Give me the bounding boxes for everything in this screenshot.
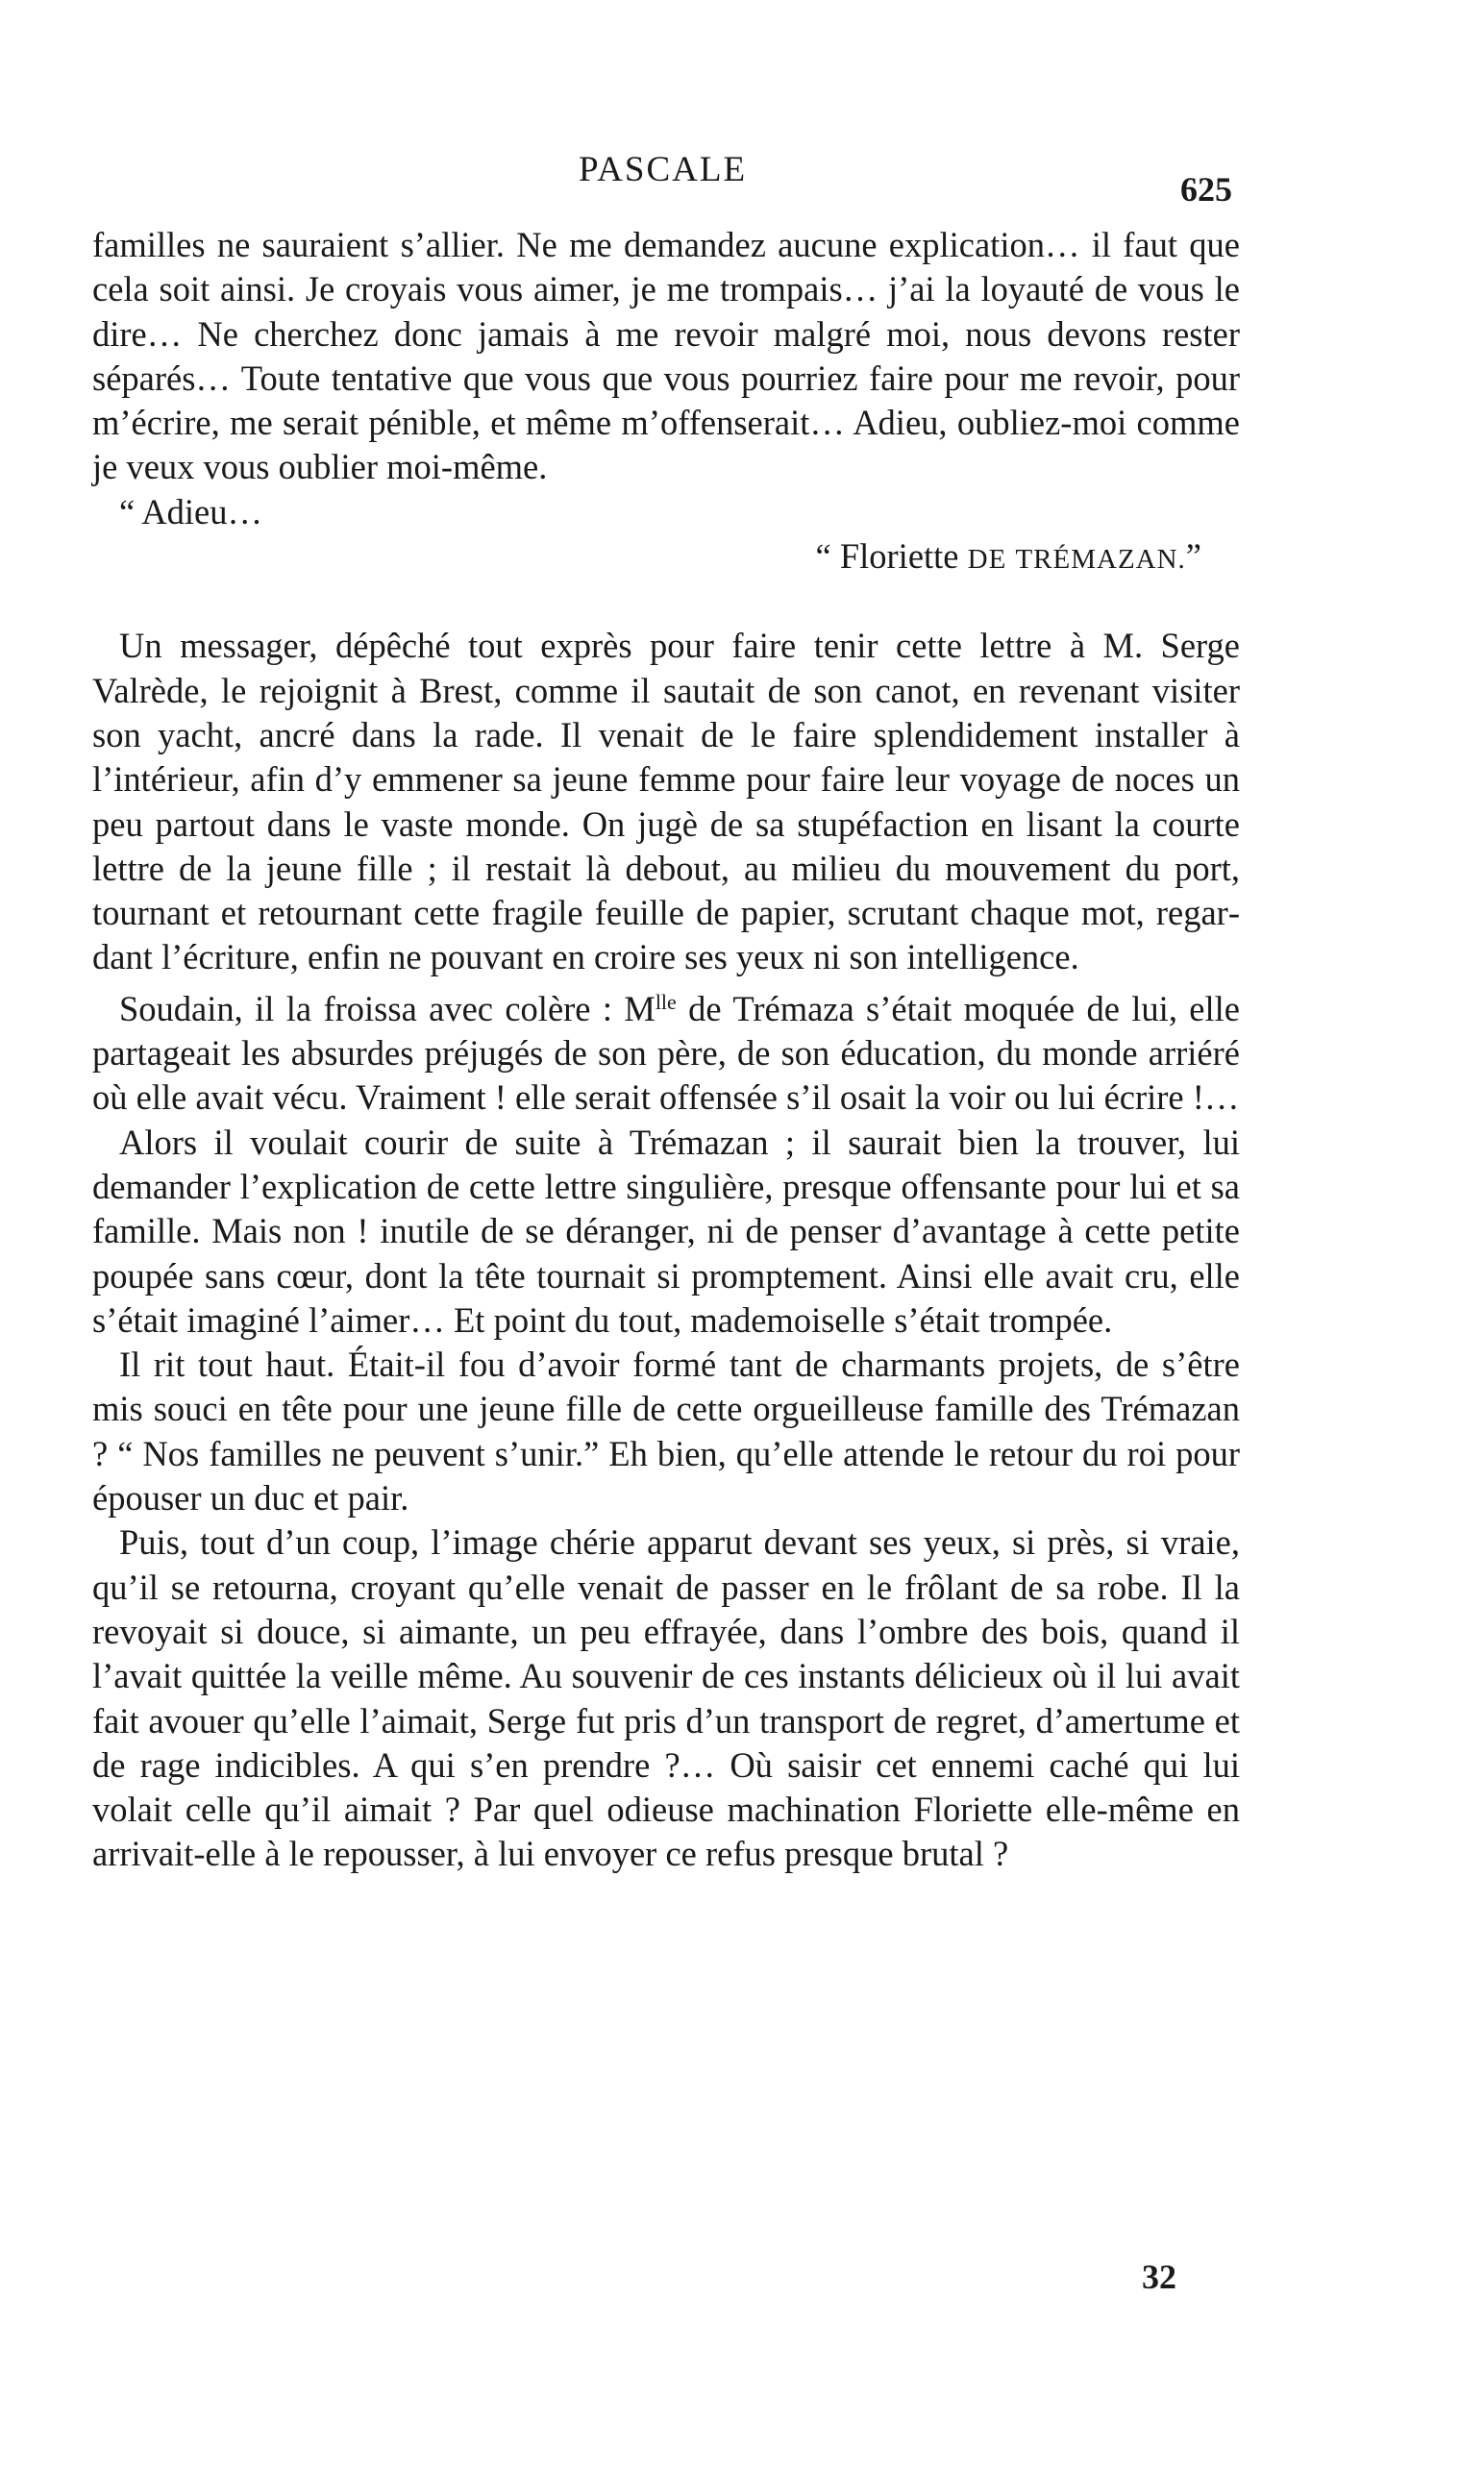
- running-head: [0, 146, 1484, 209]
- p2-start: Soudain, il la froissa avec colère : M: [119, 988, 655, 1028]
- signature-name: TRÉMAZAN.: [1015, 544, 1186, 576]
- narrative-paragraph-2: [92, 980, 1240, 1121]
- page-number: 625: [1180, 170, 1232, 209]
- body-text: [92, 223, 1240, 1877]
- signature-particle: DE: [967, 544, 1007, 576]
- running-title: PASCALE: [579, 150, 748, 189]
- narrative-paragraph-5: Puis, tout d’un coup, l’image chérie apparut devant ses yeux, si près, si vraie, qu’il se retourna, croyant qu’elle venait de passer en le frôlant de sa robe. Il la revoyait si douce, si aimante, un peu effrayée, dans l’ombre des bois, quand il l’avait quittée la veille même. Au souvenir de ces instants délicieux où il lui avait fait avouer qu’elle l’aimait, Serge fut pris d’un transport de regret, d’amertume et de rage indicibles. A qui s’en prendre ?… Où saisir cet ennemi caché qui lui volait celle qu’il aimait ? Par quel odieuse machination Floriette elle-même en arrivait-elle à le repousser, à lui envoyer ce refus presque brutal ?: [92, 1522, 1240, 1874]
- narrative-paragraph-1: Un messager, dépêché tout exprès pour faire tenir cette lettre à M. Serge Valrède, le rejoignit à Brest, comme il sautait de son canot, en revenant visiter son yacht, ancré dans la rade. Il venait de le faire splendidement installer à l’intérieur, afin d’y emmener sa jeune femme pour faire leur voyage de noces un peu partout dans le vaste monde. On jugè de sa stupéfaction en lisant la courte lettre de la jeune fille ; il restait là debout, au milieu du mouvement du port, tournant et retournant cette fragile feuille de papier, scrutant chaque mot, regardant l’écriture, enfin ne pouvant en croire ses yeux ni son intelligence.: [92, 626, 1240, 977]
- narrative-paragraph-3: Alors il voulait courir de suite à Trémazan ; il saurait bien la trouver, lui demander l’explication de cette lettre singulière, presque offensante pour lui et sa famille. Mais non ! inutile de se déranger, ni de penser d’avantage à cette petite poupée sans cœur, dont la tête tournait si promptement. Ainsi elle avait cru, elle s’était imaginé l’aimer… Et point du tout, mademoiselle s’était trompée.: [92, 1122, 1240, 1340]
- section-spacer: [92, 581, 1240, 624]
- signature-mark: 32: [1142, 2258, 1176, 2296]
- signature-open: “ Floriette: [815, 536, 968, 577]
- letter-signature: [92, 534, 1240, 581]
- narrative-paragraph-4: Il rit tout haut. Était-il fou d’avoir formé tant de charmants projets, de s’être mis souci en tête pour une jeune fille de cette orgueilleuse famille des Trémazan ? “ Nos familles ne peuvent s’unir.” Eh bien, qu’elle attende le retour du roi pour épouser un duc et pair.: [92, 1345, 1240, 1519]
- p2-end: de Trémaza s’était moquée de lui, elle partageait les absurdes préjugés de son père, de son éducation, du monde arriéré où elle avait vécu. Vraiment ! elle serait offensée s’il osait la voir ou lui écrire !…: [92, 988, 1240, 1118]
- letter-farewell: “ Adieu…: [119, 491, 263, 531]
- p2-superscript: lle: [655, 989, 677, 1014]
- signature-close: ”: [1185, 536, 1201, 577]
- letter-paragraph: familles ne sauraient s’allier. Ne me demandez aucune explication… il faut que cela soit ainsi. Je croyais vous aimer, je me trompais… j’ai la loyauté de vous le dire… Ne cherchez donc jamais à me revoir malgré moi, nous devons rester séparés… Toute tentative que vous que vous pourriez faire pour me revoir, pour m’écrire, me serait pénible, et même m’offenserait… Adieu, oubliez-moi comme je veux vous oublier moi-même.: [92, 225, 1240, 487]
